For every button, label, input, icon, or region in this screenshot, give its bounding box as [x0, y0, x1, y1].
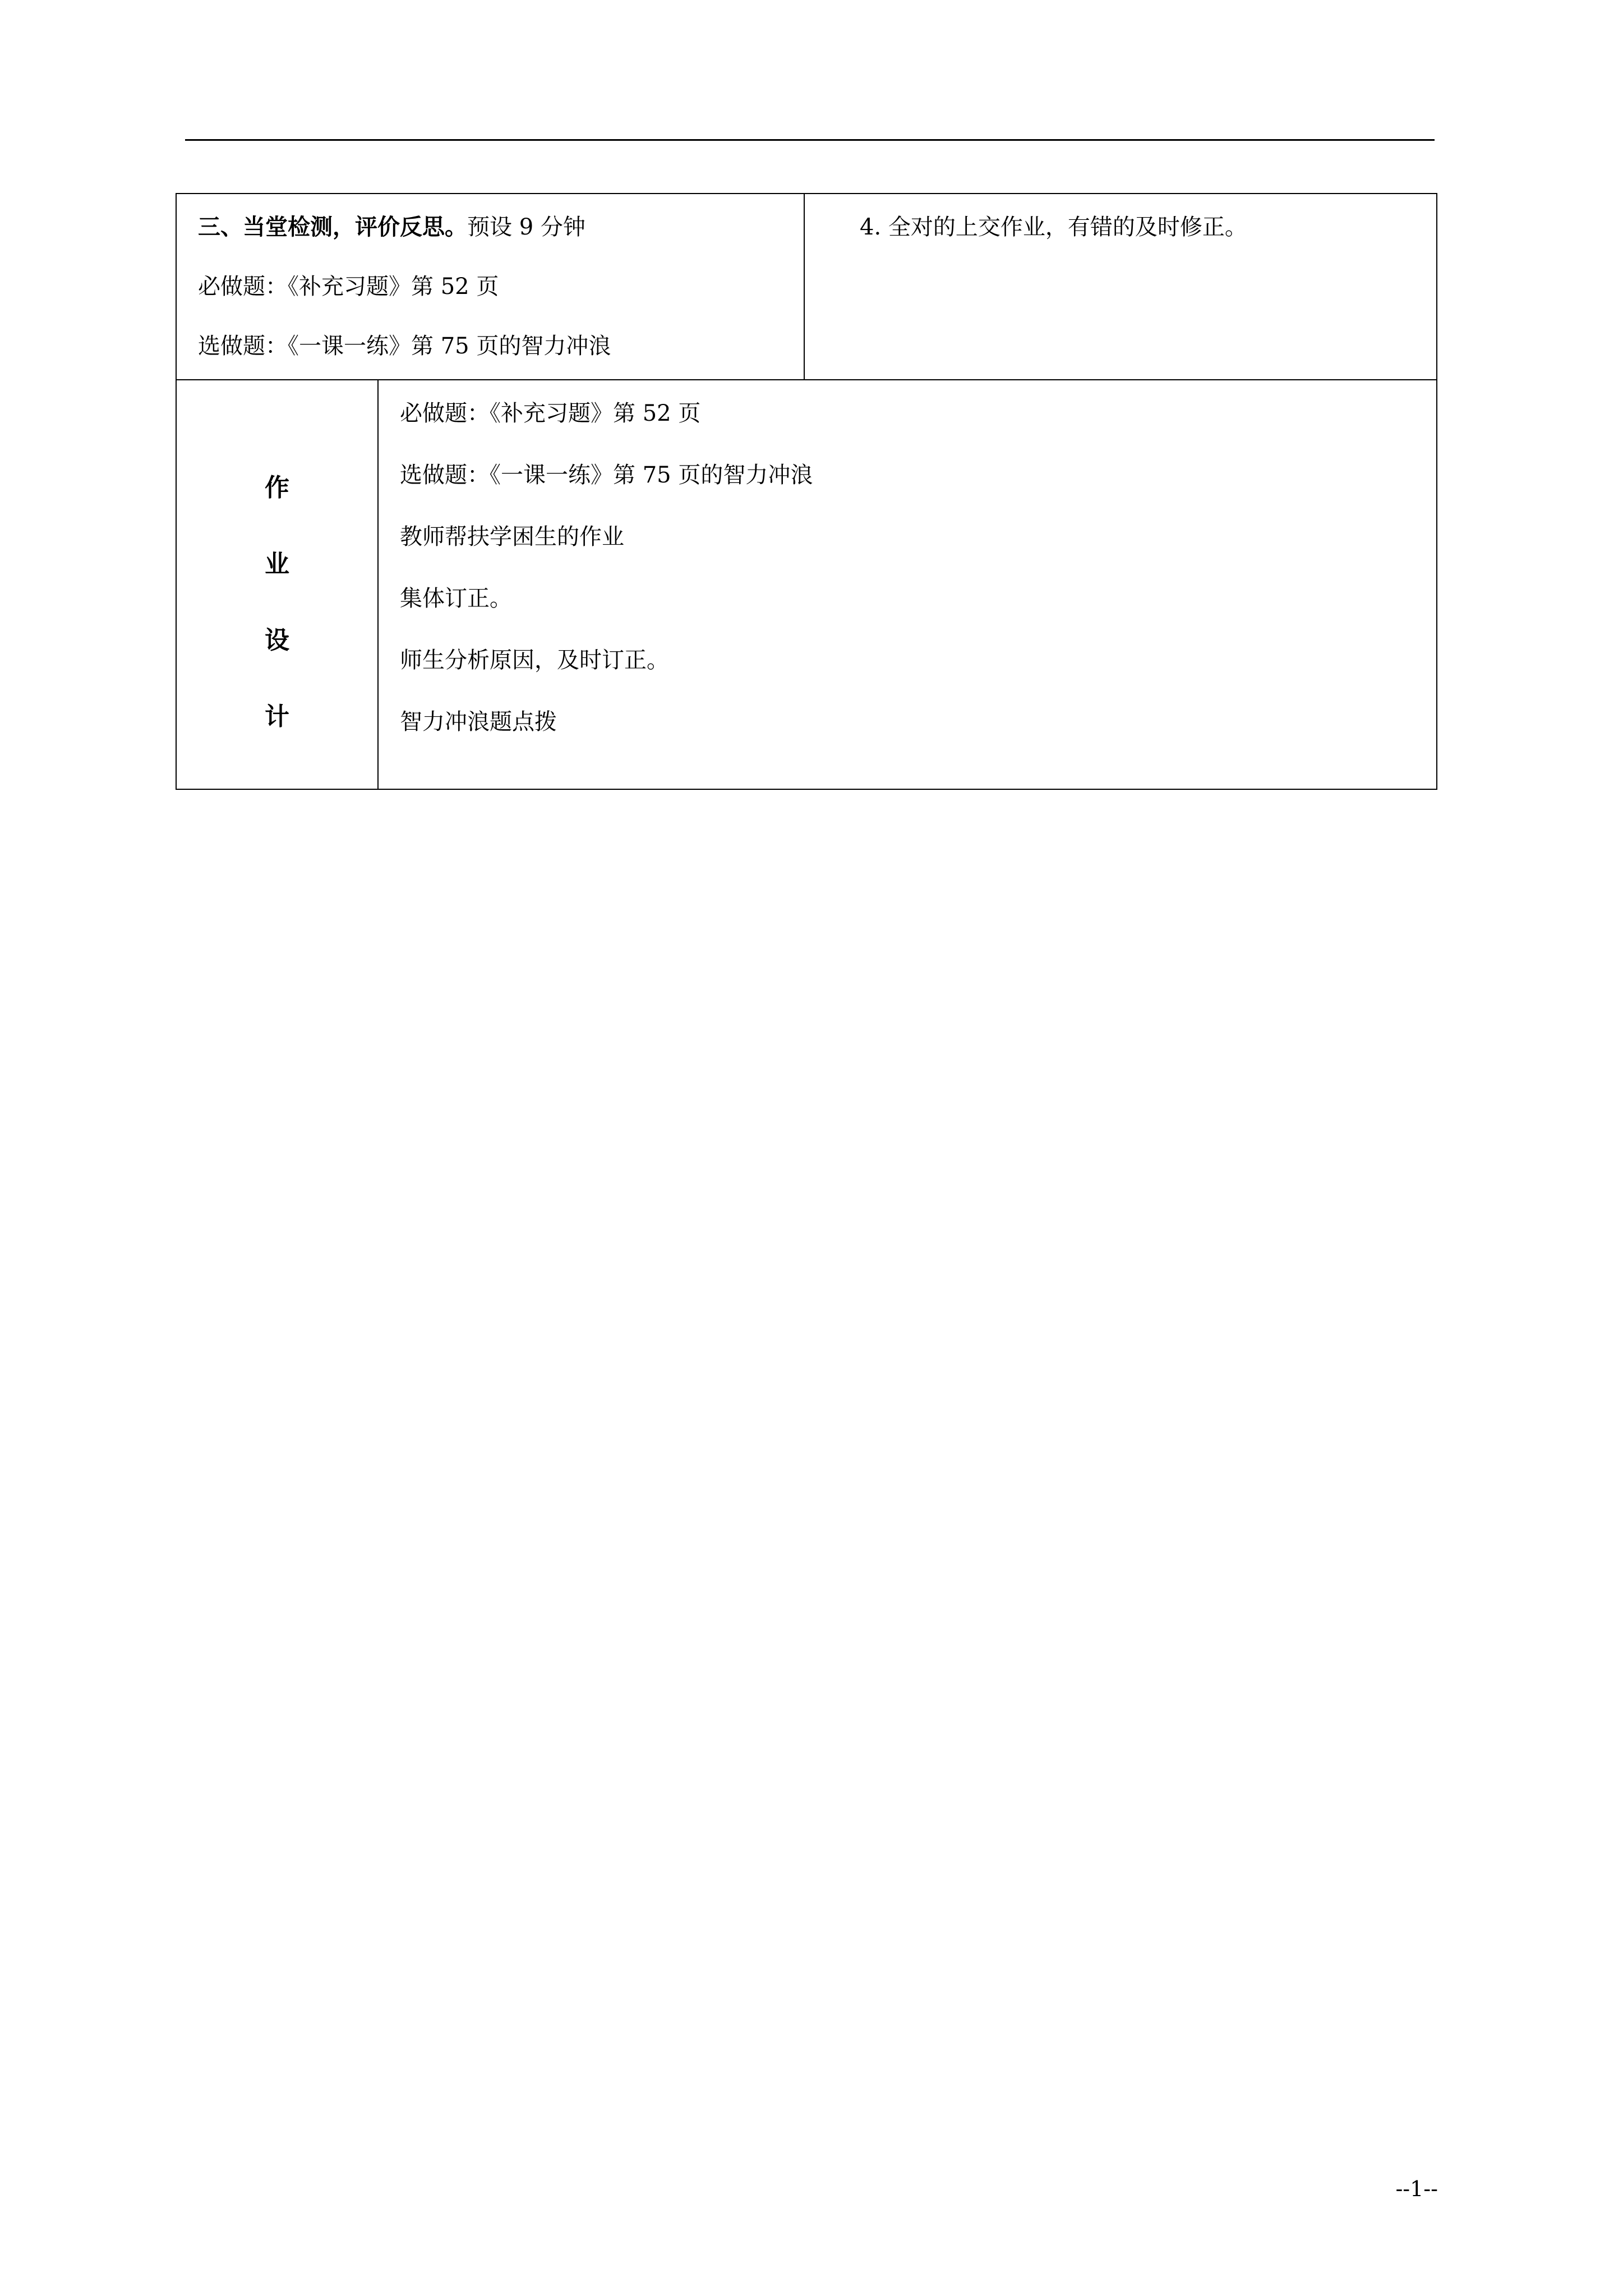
assignment-line-3: 教师帮扶学困生的作业	[400, 524, 624, 550]
assignment-body-cell	[378, 380, 1437, 789]
assignment-label-char-2: 业	[265, 550, 289, 578]
assignment-line-2: 选做题：《一课一练》第 75 页的智力冲浪	[400, 462, 813, 488]
lesson-plan-table	[176, 193, 1437, 790]
assignment-label-cell	[176, 380, 378, 789]
assignment-line-4: 集体订正。	[400, 586, 512, 611]
detection-left-cell	[176, 194, 804, 380]
assignment-line-6: 智力冲浪题点拨	[400, 709, 557, 735]
table-row-assignment	[176, 380, 1437, 789]
table-row-detection	[176, 194, 1437, 380]
assignment-line-1: 必做题：《补充习题》第 52 页	[400, 401, 701, 426]
detection-right-cell	[804, 194, 1437, 380]
page-number-text: --1--	[1395, 2177, 1438, 2201]
detection-heading-suffix: 预设 9 分钟	[467, 214, 585, 240]
detection-optional-line: 选做题：《一课一练》第 75 页的智力冲浪	[198, 333, 611, 359]
detection-required-line: 必做题：《补充习题》第 52 页	[198, 274, 499, 300]
detection-heading-line	[198, 213, 781, 241]
assignment-line-5: 师生分析原因，及时订正。	[400, 647, 669, 673]
detection-heading: 三、当堂检测，评价反思。	[198, 214, 467, 240]
assignment-label-char-1: 作	[265, 473, 289, 502]
assignment-label-char-4: 计	[265, 702, 289, 731]
detection-note-line: 4. 全对的上交作业，有错的及时修正。	[860, 214, 1247, 240]
assignment-label-char-3: 设	[265, 626, 289, 655]
header-divider	[185, 139, 1435, 141]
